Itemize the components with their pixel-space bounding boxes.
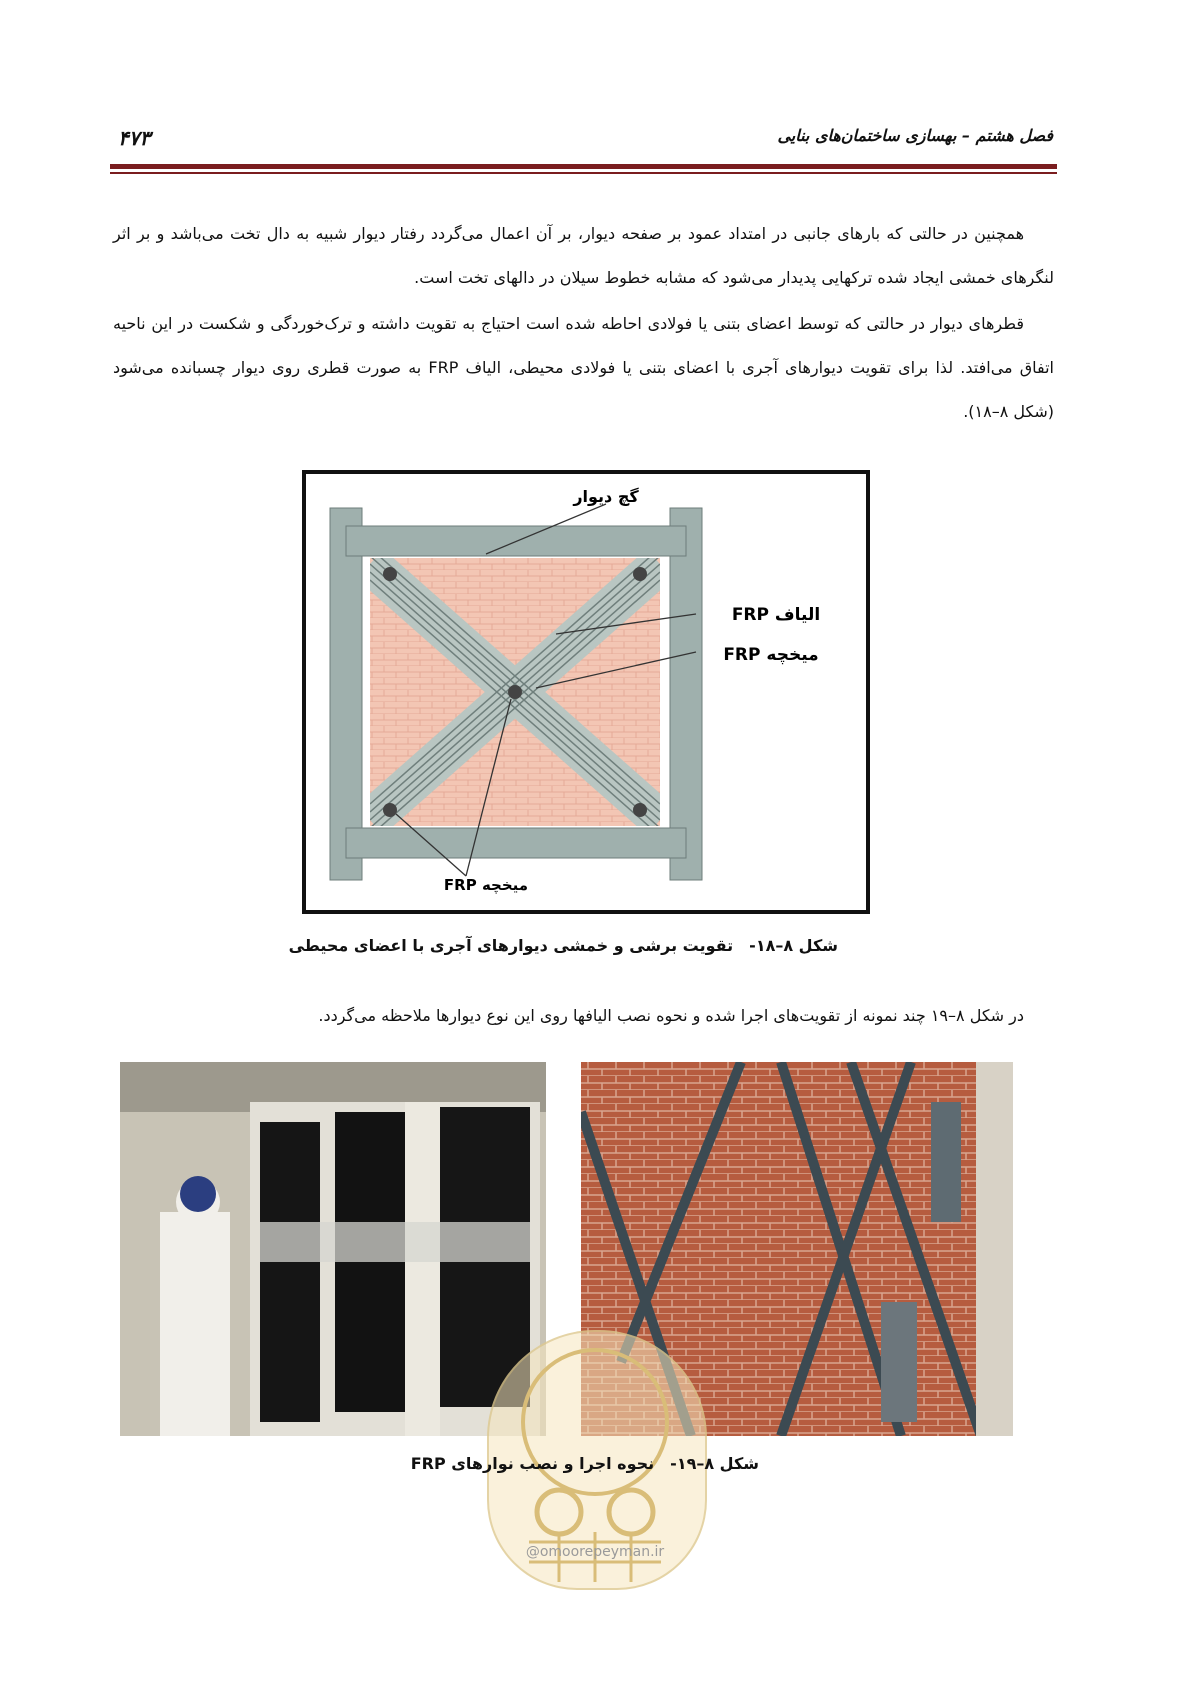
figure-frp-diagram bbox=[302, 470, 870, 914]
figure-1-caption-text: تقویت برشی و خمشی دیوارهای آجری با اعضای محیطی bbox=[288, 936, 734, 955]
paragraph-1-block bbox=[113, 212, 1054, 300]
label-frp-anchor-bottom: میخچه FRP bbox=[443, 876, 529, 894]
label-frp-anchor-right: میخچه FRP bbox=[723, 645, 819, 665]
figure-2-caption bbox=[395, 1454, 759, 1473]
photo-frp-installation-interior bbox=[120, 1062, 546, 1436]
right-column bbox=[670, 508, 702, 880]
header-rule-thin bbox=[110, 172, 1057, 174]
page-number: ۴۷۳ bbox=[118, 126, 151, 150]
watermark-site: @omoorepeyman.ir bbox=[525, 1544, 665, 1560]
left-column bbox=[330, 508, 362, 880]
label-plaster: گچ دیوار bbox=[573, 487, 639, 506]
figure-2-caption-text: نحوه اجرا و نصب نوارهای FRP bbox=[410, 1454, 655, 1473]
photo-left-svg bbox=[120, 1062, 546, 1436]
header-rule-thick bbox=[110, 164, 1057, 169]
paragraph-2-block bbox=[113, 302, 1054, 434]
figure-1-caption bbox=[273, 936, 838, 955]
paragraph-3-block bbox=[113, 994, 1054, 1038]
paragraph-2: قطرهای دیوار در حالتی که توسط اعضای بتنی یا فولادی احاطه شده است احتیاج به تقویت داشته و ترک‌خوردگی و شکست در این ناحیه اتفاق می‌افتد. لذا برای تقویت دیوارهای آجری با اعضای بتنی یا فولادی محیطی، الیاف FRP به صورت قطری روی دیوار چسبانده می‌شود (شکل ۸–۱۸). bbox=[113, 314, 1054, 421]
paragraph-3: در شکل ۸–۱۹ چند نمونه از تقویت‌های اجرا شده و نحوه نصب الیافها روی این نوع دیوارها ملاحظه می‌گردد. bbox=[318, 1006, 1024, 1025]
label-frp-fiber: الیاف FRP bbox=[731, 605, 821, 625]
paragraph-1: همچنین در حالتی که بارهای جانبی در امتداد عمود بر صفحه دیوار، بر آن اعمال می‌گردد رفتار دیوار شبیه به دال تخت می‌باشد و بر اثر لنگرهای خمشی ایجاد شده ترکهایی پدیدار می‌شود که مشابه خطوط سیلان در دالهای تخت است. bbox=[113, 224, 1054, 287]
bottom-beam bbox=[346, 828, 686, 858]
figure-2-caption-number: شکل ۸–۱۹- bbox=[670, 1454, 759, 1473]
frp-diagram-svg bbox=[306, 474, 866, 910]
chapter-title: فصل هشتم – بهسازی ساختمان‌های بنایی bbox=[777, 126, 1053, 145]
figure-1-caption-number: شکل ۸–۱۸- bbox=[749, 936, 838, 955]
